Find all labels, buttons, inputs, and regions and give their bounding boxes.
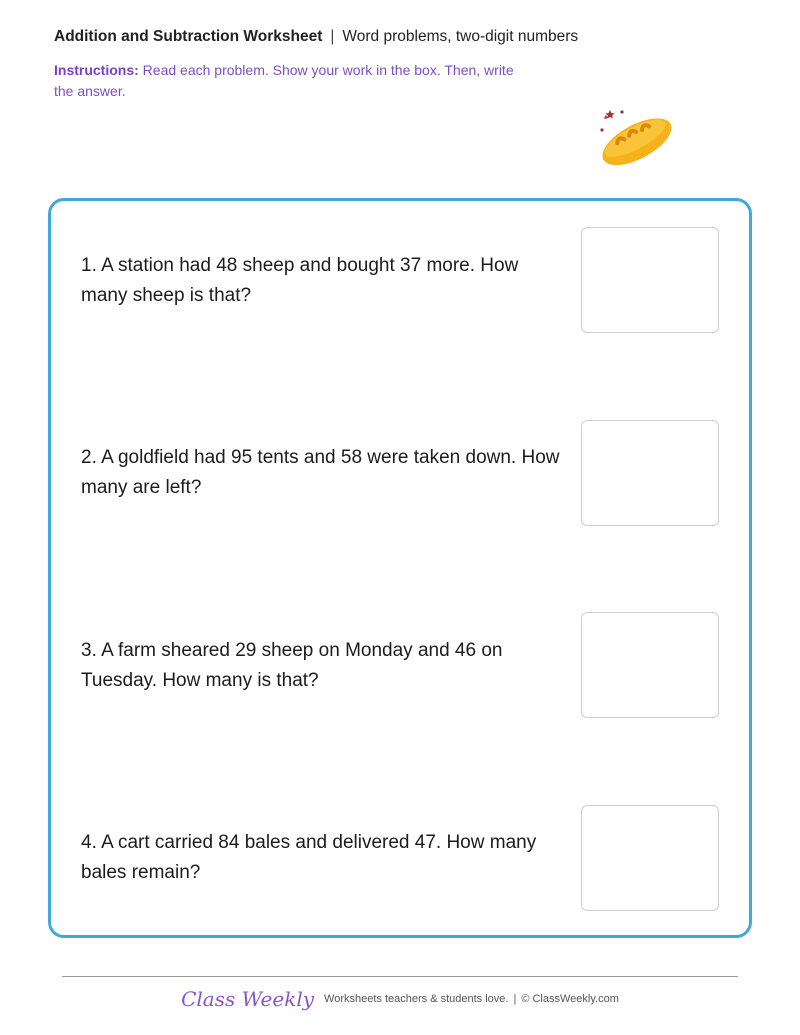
footer-divider [62,976,738,977]
problem-3: 3. A farm sheared 29 sheep on Monday and 46 on Tuesday. How many is that? [81,640,503,691]
instructions-label: Instructions: [54,62,139,78]
footer-tagline: Worksheets teachers & students love. [324,993,509,1005]
bread-icon [596,104,676,168]
worksheet-title: Addition and Subtraction Worksheet [54,28,323,45]
problem-1: 1. A station had 48 sheep and bought 37 more. How many sheep is that? [81,255,519,306]
problems-panel [48,198,752,938]
footer-separator: | [513,993,517,1005]
worksheet-header [54,28,578,46]
answer-box-3[interactable] [581,612,719,718]
brand-logo: Class Weekly [181,987,315,1011]
worksheet-subtitle: Word problems, two-digit numbers [342,28,579,45]
answer-box-1[interactable] [581,227,719,333]
instructions-text: Read each problem. Show your work in the box. Then, write the answer. [54,62,514,99]
answer-box-2[interactable] [581,420,719,526]
answer-box-4[interactable] [581,805,719,911]
header-separator: | [330,28,335,45]
instructions [54,60,534,102]
problem-4: 4. A cart carried 84 bales and delivered 47. How many bales remain? [81,832,537,883]
footer-copyright: © ClassWeekly.com [521,993,619,1005]
footer [0,987,800,1011]
problem-2: 2. A goldfield had 95 tents and 58 were taken down. How many are left? [81,447,560,498]
